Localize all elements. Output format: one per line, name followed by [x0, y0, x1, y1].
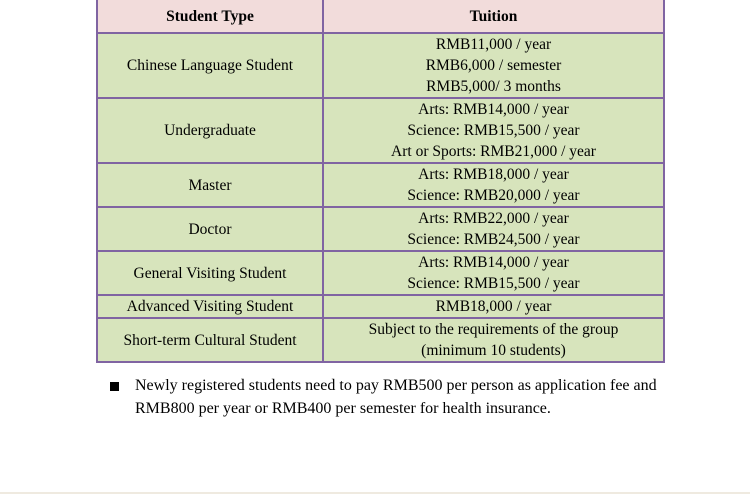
- table-row: [97, 207, 664, 251]
- tuition-table: [96, 0, 665, 363]
- tuition-table-container: [96, 0, 665, 363]
- tuition-line: Science: RMB15,500 / year: [407, 122, 580, 139]
- table-row: [97, 163, 664, 207]
- tuition-cell: [323, 33, 664, 98]
- tuition-cell: [323, 251, 664, 295]
- tuition-cell: [323, 207, 664, 251]
- tuition-cell: [323, 295, 664, 318]
- tuition-line: Science: RMB20,000 / year: [407, 187, 580, 204]
- tuition-line: (minimum 10 students): [421, 342, 566, 359]
- student-type-cell: Doctor: [97, 207, 323, 251]
- table-row: [97, 318, 664, 362]
- tuition-line: Arts: RMB22,000 / year: [418, 210, 569, 227]
- note-text: Newly registered students need to pay RMB500 per person as application fee and RMB800 per year or RMB400 per semester for health insurance.: [135, 377, 657, 417]
- tuition-cell: [323, 318, 664, 362]
- tuition-line: Arts: RMB18,000 / year: [418, 166, 569, 183]
- note: [110, 375, 667, 420]
- table-row: [97, 251, 664, 295]
- table-row: [97, 33, 664, 98]
- table-body: [97, 33, 664, 362]
- tuition-line: RMB18,000 / year: [435, 298, 552, 315]
- student-type-cell: Undergraduate: [97, 98, 323, 163]
- tuition-line: Subject to the requirements of the group: [368, 321, 619, 338]
- table-row: [97, 295, 664, 318]
- page-bottom-edge: [0, 492, 750, 494]
- student-type-cell: General Visiting Student: [97, 251, 323, 295]
- student-type-cell: Advanced Visiting Student: [97, 295, 323, 318]
- square-bullet-icon: [110, 382, 119, 391]
- tuition-line: Science: RMB15,500 / year: [407, 275, 580, 292]
- tuition-cell: [323, 98, 664, 163]
- tuition-line: RMB11,000 / year: [435, 36, 552, 53]
- column-header-student-type: Student Type: [97, 0, 323, 33]
- tuition-line: Art or Sports: RMB21,000 / year: [391, 143, 596, 160]
- tuition-line: Arts: RMB14,000 / year: [418, 254, 569, 271]
- student-type-cell: Master: [97, 163, 323, 207]
- tuition-line: RMB5,000/ 3 months: [426, 78, 561, 95]
- column-header-tuition: Tuition: [323, 0, 664, 33]
- tuition-line: Science: RMB24,500 / year: [407, 231, 580, 248]
- student-type-cell: Short-term Cultural Student: [97, 318, 323, 362]
- tuition-line: RMB6,000 / semester: [425, 57, 562, 74]
- student-type-cell: Chinese Language Student: [97, 33, 323, 98]
- tuition-cell: [323, 163, 664, 207]
- table-row: [97, 98, 664, 163]
- tuition-line: Arts: RMB14,000 / year: [418, 101, 569, 118]
- table-header-row: [97, 0, 664, 33]
